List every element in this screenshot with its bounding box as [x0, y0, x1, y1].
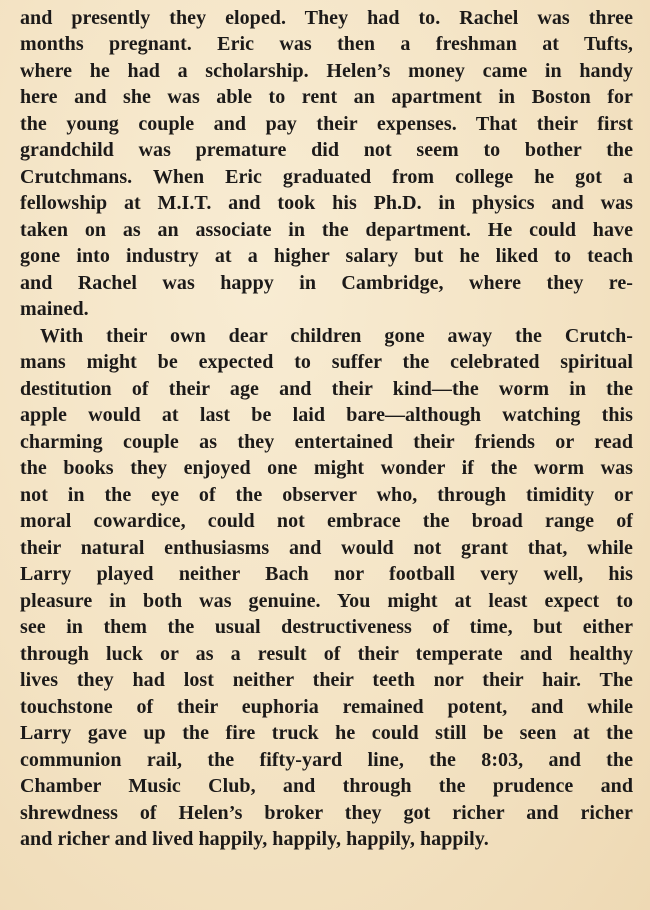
- text-line: the young couple and pay their expenses. That their first: [20, 113, 633, 135]
- text-line: lives they had lost neither their teeth nor their hair. The: [20, 669, 633, 691]
- text-line: grandchild was premature did not seem to bother the: [20, 139, 633, 161]
- text-line: Larry gave up the fire truck he could still be seen at the: [20, 722, 633, 744]
- text-line: through luck or as a result of their temperate and healthy: [20, 643, 633, 665]
- text-line: see in them the usual destructiveness of time, but either: [20, 616, 633, 638]
- text-line: and richer and lived happily, happily, happily, happily.: [20, 828, 489, 850]
- text-line: and presently they eloped. They had to. Rachel was three: [20, 7, 633, 29]
- text-line: not in the eye of the observer who, through timidity or: [20, 484, 633, 506]
- paragraph-first-line: With their own dear children gone away the Crutch-: [40, 325, 633, 347]
- text-line: Crutchmans. When Eric graduated from college he got a: [20, 166, 633, 188]
- text-line: taken on as an associate in the department. He could have: [20, 219, 633, 241]
- text-line: apple would at last be laid bare—although watching this: [20, 404, 633, 426]
- text-line: fellowship at M.I.T. and took his Ph.D. in physics and was: [20, 192, 633, 214]
- text-line: where he had a scholarship. Helen’s money came in handy: [20, 60, 633, 82]
- text-line: and Rachel was happy in Cambridge, where they re-: [20, 272, 633, 294]
- text-line: Chamber Music Club, and through the prudence and: [20, 775, 633, 797]
- text-line: mained.: [20, 298, 89, 320]
- text-line: the books they enjoyed one might wonder if the worm was: [20, 457, 633, 479]
- text-line: mans might be expected to suffer the celebrated spiritual: [20, 351, 633, 373]
- text-line: moral cowardice, could not embrace the broad range of: [20, 510, 633, 532]
- text-line: here and she was able to rent an apartment in Boston for: [20, 86, 633, 108]
- text-line: Larry played neither Bach nor football very well, his: [20, 563, 633, 585]
- text-line: touchstone of their euphoria remained potent, and while: [20, 696, 633, 718]
- text-line: communion rail, the fifty-yard line, the 8:03, and the: [20, 749, 633, 771]
- text-line: pleasure in both was genuine. You might at least expect to: [20, 590, 633, 612]
- text-line: charming couple as they entertained their friends or read: [20, 431, 633, 453]
- text-line: their natural enthusiasms and would not grant that, while: [20, 537, 633, 559]
- text-line: shrewdness of Helen’s broker they got richer and richer: [20, 802, 633, 824]
- text-line: destitution of their age and their kind—the worm in the: [20, 378, 633, 400]
- text-line: months pregnant. Eric was then a freshman at Tufts,: [20, 33, 633, 55]
- text-line: gone into industry at a higher salary but he liked to teach: [20, 245, 633, 267]
